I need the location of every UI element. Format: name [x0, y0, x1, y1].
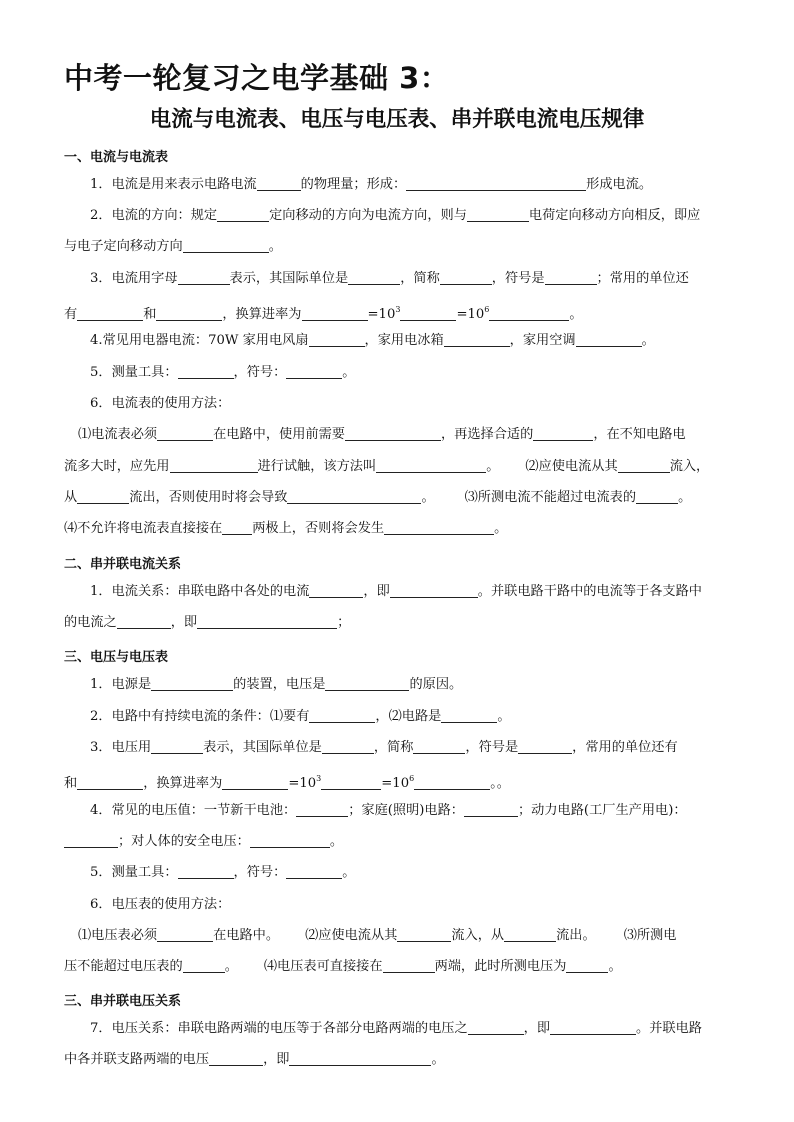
blank[interactable] [117, 614, 171, 629]
blank[interactable] [348, 270, 400, 285]
blank[interactable] [504, 927, 556, 942]
blank[interactable] [325, 676, 409, 691]
line-5: 有 和 ，换算进率为 $=10^3 =10^6$ 。 [64, 305, 583, 322]
line-22: 6．电压表的使用方法： [90, 897, 231, 912]
blank[interactable] [286, 364, 342, 379]
blank[interactable] [309, 583, 363, 598]
section-heading-voltage: 三、电压与电压表 [64, 650, 169, 665]
line-4: 3．电流用字母 表示，其国际单位是 ，简称 ，符号是 ；常用的单位还 [90, 271, 689, 286]
blank[interactable] [489, 306, 569, 321]
blank[interactable] [250, 833, 330, 848]
blank[interactable] [376, 458, 486, 473]
blank[interactable] [151, 739, 203, 754]
blank[interactable] [170, 458, 258, 473]
blank[interactable] [440, 270, 492, 285]
line-10: 流多大时，应先用 进行试触，该方法叫 。 ⑵应使电流从其 流入， [64, 459, 710, 474]
blank[interactable] [257, 176, 301, 191]
line-11: 从 流出，否则使用时将会导致 。 ⑶所测电流不能超过电流表的 。 [64, 490, 692, 505]
blank[interactable] [345, 426, 441, 441]
line-21: 5．测量工具： ，符号： 。 [90, 865, 356, 880]
blank[interactable] [618, 458, 670, 473]
page-subtitle: 电流与电流表、电压与电压表、串并联电流电压规律 [149, 107, 645, 132]
blank[interactable] [383, 958, 435, 973]
blank[interactable] [183, 238, 269, 253]
line-15: 1．电源是 的装置，电压是 的原因。 [90, 677, 463, 692]
blank[interactable] [77, 489, 129, 504]
blank[interactable] [286, 864, 342, 879]
blank[interactable] [550, 1020, 636, 1035]
blank[interactable] [414, 775, 490, 790]
blank[interactable] [406, 176, 586, 191]
blank[interactable] [636, 489, 678, 504]
section-heading-series-parallel-current: 二、串并联电流关系 [64, 557, 182, 572]
blank[interactable] [309, 708, 375, 723]
blank[interactable] [178, 864, 234, 879]
blank[interactable] [384, 520, 494, 535]
blank[interactable] [413, 739, 465, 754]
line-25: 7．电压关系：串联电路两端的电压等于各部分电路两端的电压之 ，即 。并联电路 [90, 1021, 702, 1036]
blank[interactable] [309, 332, 365, 347]
line-3: 与电子定向移动方向 。 [64, 239, 282, 254]
blank[interactable] [464, 802, 518, 817]
blank[interactable] [468, 1020, 524, 1035]
line-6: 4.常见用电器电流：70W 家用电风扇 ，家用电冰箱 ，家用空调 。 [90, 333, 655, 348]
blank[interactable] [518, 739, 572, 754]
line-14: 的电流之 ，即 ； [64, 615, 351, 630]
blank[interactable] [209, 1051, 263, 1066]
blank[interactable] [197, 614, 337, 629]
blank[interactable] [156, 306, 222, 321]
line-17: 3．电压用 表示，其国际单位是 ，简称 ，符号是 ，常用的单位还有 [90, 740, 678, 755]
blank[interactable] [302, 306, 368, 321]
blank[interactable] [287, 489, 421, 504]
blank[interactable] [400, 306, 456, 321]
section-heading-current: 一、电流与电流表 [64, 150, 169, 165]
blank[interactable] [566, 958, 608, 973]
line-18: 和 ，换算进率为 $=10^3 =10^6$ 。。 [64, 774, 510, 791]
blank[interactable] [157, 927, 213, 942]
blank[interactable] [217, 207, 269, 222]
line-8: 6．电流表的使用方法： [90, 396, 231, 411]
blank[interactable] [467, 207, 529, 222]
blank[interactable] [178, 270, 230, 285]
line-23: ⑴电压表必须 在电路中。 ⑵应使电流从其 流入，从 流出。 ⑶所测电 [78, 928, 677, 943]
blank[interactable] [183, 958, 225, 973]
line-9: ⑴电流表必须 在电路中，使用前需要 ，再选择合适的 ，在不知电路电 [78, 427, 686, 442]
line-19: 4．常见的电压值：一节新干电池： ；家庭(照明)电路： ；动力电路(工厂生产用电)： [90, 803, 687, 818]
blank[interactable] [77, 306, 143, 321]
blank[interactable] [64, 833, 118, 848]
blank[interactable] [222, 775, 288, 790]
blank[interactable] [322, 739, 374, 754]
blank[interactable] [441, 708, 497, 723]
line-24: 压不能超过电压表的 。 ⑷电压表可直接接在 两端，此时所测电压为 。 [64, 959, 622, 974]
blank[interactable] [222, 520, 252, 535]
line-16: 2．电路中有持续电流的条件：⑴要有 ，⑵电路是 。 [90, 709, 511, 724]
blank[interactable] [397, 927, 451, 942]
blank[interactable] [321, 775, 381, 790]
section-heading-series-parallel-voltage: 三、串并联电压关系 [64, 994, 182, 1009]
blank[interactable] [178, 364, 234, 379]
line-12: ⑷不允许将电流表直接接在 两极上，否则将会发生 。 [64, 521, 508, 536]
blank[interactable] [444, 332, 510, 347]
blank[interactable] [390, 583, 478, 598]
blank[interactable] [157, 426, 213, 441]
blank[interactable] [576, 332, 642, 347]
line-7: 5．测量工具： ，符号： 。 [90, 365, 356, 380]
blank[interactable] [289, 1051, 431, 1066]
blank[interactable] [533, 426, 593, 441]
line-13: 1．电流关系：串联电路中各处的电流 ，即 。并联电路干路中的电流等于各支路中 [90, 584, 702, 599]
blank[interactable] [77, 775, 143, 790]
line-26: 中各并联支路两端的电压 ，即 。 [64, 1052, 445, 1067]
line-2: 2．电流的方向：规定 定向移动的方向为电流方向，则与 电荷定向移动方向相反，即应 [90, 208, 701, 223]
blank[interactable] [545, 270, 597, 285]
line-1: 1．电流是用来表示电路电流 的物理量；形成： 形成电流。 [90, 177, 653, 192]
blank[interactable] [296, 802, 348, 817]
page-title: 中考一轮复习之电学基础 3： [64, 61, 450, 95]
blank[interactable] [151, 676, 233, 691]
line-20: ；对人体的安全电压： 。 [64, 833, 732, 851]
